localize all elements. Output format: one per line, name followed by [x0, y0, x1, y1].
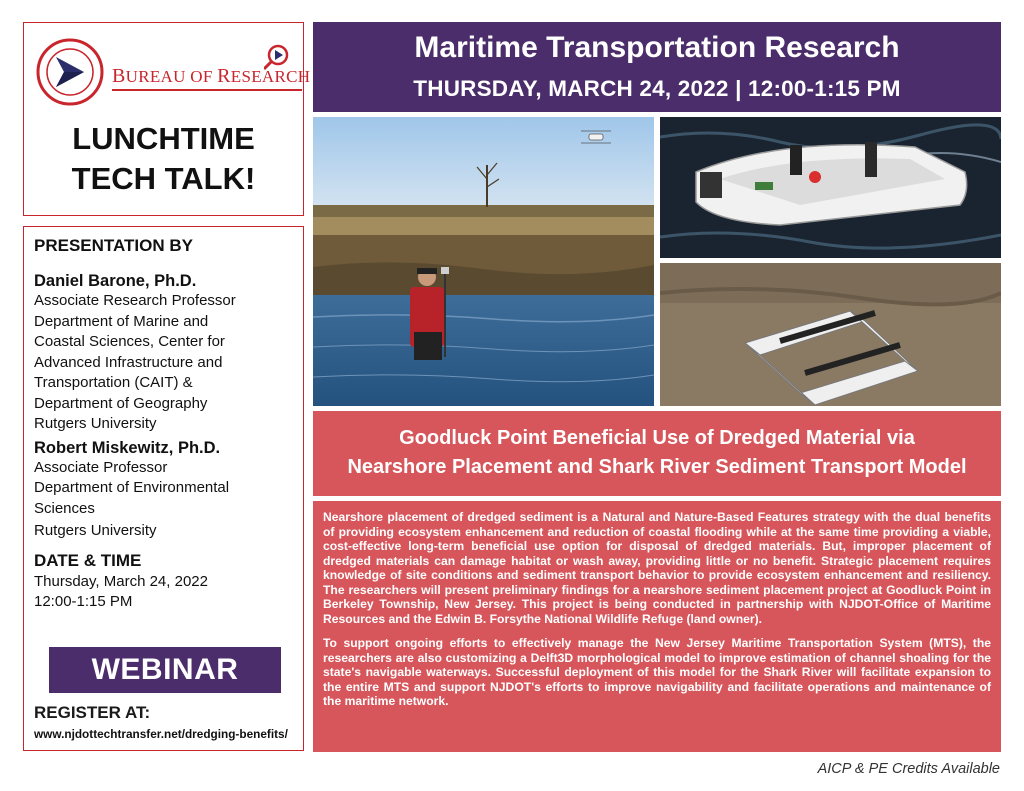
- researcher-photo-image: [313, 117, 654, 406]
- project-title-banner: [313, 411, 1001, 499]
- project-abstract: [313, 501, 1001, 752]
- project-title-line2: Nearshore Placement and Shark River Sediment Transport Model: [347, 456, 967, 478]
- bureau-of-research-logo: [34, 37, 311, 107]
- presenter-info: [34, 235, 299, 613]
- presenter-1-line: Associate Research Professor: [34, 292, 236, 309]
- presentation-heading: PRESENTATION BY: [34, 236, 193, 255]
- presenter-1-line: Department of Geography: [34, 394, 208, 412]
- event-time: 12:00-1:15 PM: [34, 593, 133, 610]
- presenter-2-line: Department of Environmental: [34, 479, 230, 496]
- photo-sediment-frame: [660, 263, 1001, 406]
- presenter-1-line: Advanced Infrastructure and: [34, 353, 223, 371]
- event-title: Maritime Transportation Research: [414, 31, 900, 64]
- lunchtime-line1: LUNCHTIME: [72, 121, 255, 156]
- presenter-2-line: Sciences: [34, 499, 95, 517]
- event-subtitle: THURSDAY, MARCH 24, 2022 | 12:00-1:15 PM: [413, 76, 901, 101]
- njdot-seal-icon: [34, 37, 110, 107]
- photo-researcher-in-water: [313, 117, 654, 406]
- presenter-2-name: Robert Miskewitz, Ph.D.: [34, 438, 221, 457]
- lunchtime-title: [24, 119, 303, 199]
- presenter-2-line: Associate Professor: [34, 458, 168, 476]
- presenter-1-line: Coastal Sciences, Center for: [34, 333, 225, 350]
- event-date: Thursday, March 24, 2022: [34, 572, 208, 590]
- photo-research-boat: [660, 117, 1001, 258]
- presenter-1-line: Transportation (CAIT) &: [34, 374, 193, 391]
- presenter-1-line: Rutgers University: [34, 415, 157, 432]
- magnifier-icon: [264, 41, 298, 75]
- brand-underline: [112, 89, 302, 91]
- logo-box: [23, 22, 311, 216]
- boat-photo-image: [660, 117, 1001, 258]
- brand-text: BUREAU OF RESEARCH: [112, 65, 311, 87]
- abstract-paragraph-2: To support ongoing efforts to effectively manage the New Jersey Maritime Transportation System (MTS), the researchers are also customizing a Delft3D morphological model to improve estimation of channel shoaling for the state's navigable waterways. Successful deployment of this model for the Shark River will facilitate expansion to the entire MTS and support NJDOT's efforts to improve navigability and facilitate operations and maintenance of the maritime network.: [323, 636, 991, 708]
- abstract-paragraph-1: Nearshore placement of dredged sediment is a Natural and Nature-Based Features strategy with the dual benefits of providing ecosystem enhancement and reduction of coastal flooding while at the same time providing a viable, cost-effective long-term beneficial use option for disposal of dredged materials. But, improper placement of dredged materials can damage habitat or wash away, providing little or no benefit. Strategic placement requires knowledge of site conditions and sediment transport behavior to provide ecosystem enhancement and resiliency. The researchers will present preliminary findings for a nearshore sediment placement project at Goodluck Point in Berkeley Township, New Jersey. This project is being conducted in partnership with NJDOT-Office of Maritime Resources and the Edwin B. Forsythe National Wildlife Refuge (land owner).: [323, 510, 991, 626]
- frame-photo-image: [660, 263, 1001, 406]
- presenter-2-line: Rutgers University: [34, 522, 157, 539]
- webinar-badge: WEBINAR: [49, 647, 281, 693]
- register-label: REGISTER AT:: [34, 703, 151, 722]
- project-title-line1: Goodluck Point Beneficial Use of Dredged Material via: [399, 427, 915, 449]
- presenter-box: [23, 226, 304, 751]
- date-heading: DATE & TIME: [34, 550, 142, 570]
- event-header: [313, 22, 1001, 112]
- presenter-1-name: Daniel Barone, Ph.D.: [34, 272, 197, 290]
- credits-note: AICP & PE Credits Available: [817, 761, 1000, 777]
- register-link[interactable]: www.njdottechtransfer.net/dredging-benefits/: [34, 727, 288, 741]
- presenter-1-line: Department of Marine and: [34, 312, 209, 330]
- lunchtime-line2: TECH TALK!: [71, 161, 256, 196]
